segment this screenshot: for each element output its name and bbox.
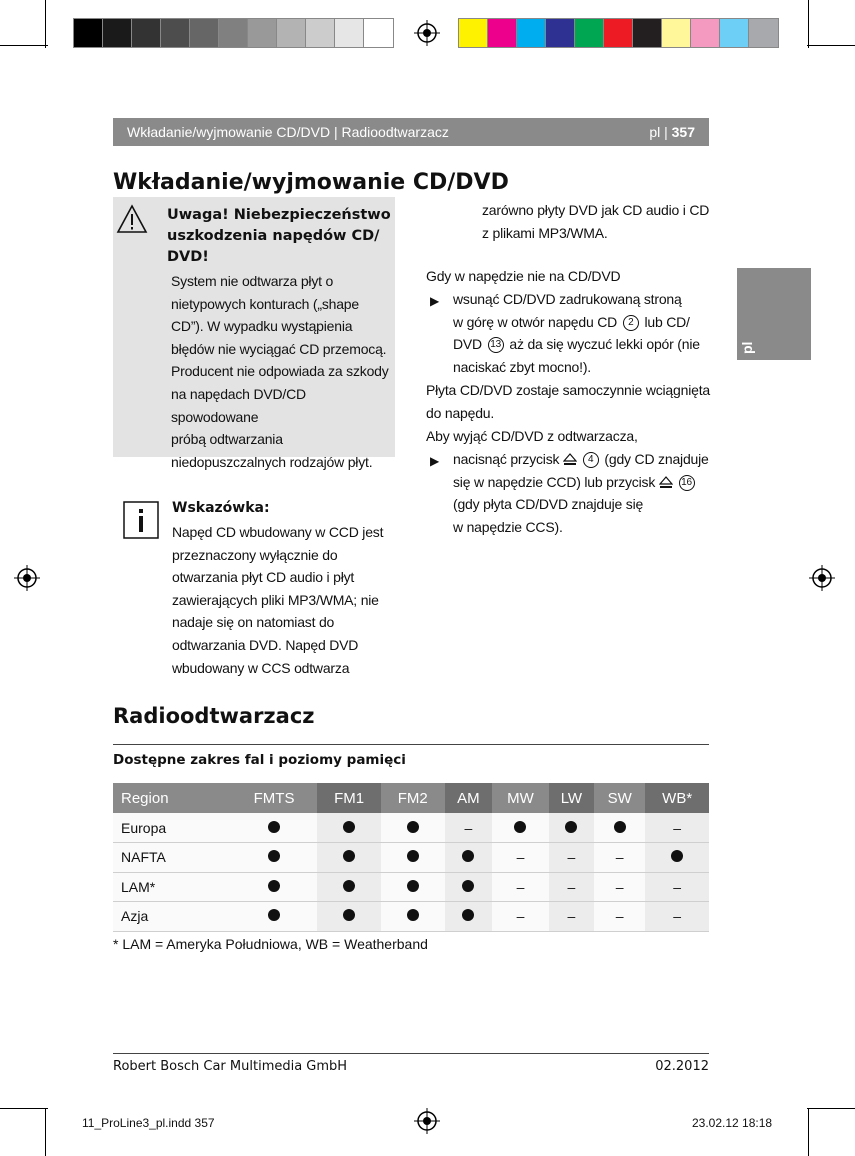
info-icon bbox=[123, 501, 159, 539]
table-row bbox=[113, 813, 709, 843]
band-cell: – bbox=[492, 902, 549, 932]
column-header: LW bbox=[549, 783, 594, 813]
note-text: Napęd CD wbudowany w CCD jest przeznaczony wyłącznie do otwarzania płyt CD audio i płyt zawierających pliki MP3/WMA; nie nadaje się on natomiast do odtwarzania DVD. Napęd DVD wbudowany w CCS odtwarza bbox=[172, 524, 384, 676]
available-dot-icon bbox=[462, 909, 474, 921]
available-dot-icon bbox=[268, 880, 280, 892]
available-dot-icon bbox=[565, 821, 577, 833]
band-cell bbox=[231, 813, 318, 843]
column-header: Region bbox=[113, 783, 231, 813]
color-swatch bbox=[335, 19, 364, 47]
band-cell bbox=[317, 872, 381, 902]
color-swatch bbox=[575, 19, 604, 47]
color-swatch bbox=[488, 19, 517, 47]
callout-number: 2 bbox=[623, 315, 639, 331]
available-dot-icon bbox=[343, 909, 355, 921]
available-dot-icon bbox=[343, 821, 355, 833]
band-cell bbox=[381, 872, 445, 902]
region-cell: LAM* bbox=[113, 872, 231, 902]
insert-step: wsunąć CD/DVD zadrukowaną stroną w górę w otwór napędu CD 2 lub CD/ DVD 13 aż da się wyczuć lekki opór (nie naciskać zbyt mocno!). bbox=[453, 291, 700, 375]
note-continuation: zarówno płyty DVD jak CD audio i CD z plikami MP3/WMA. bbox=[482, 202, 710, 241]
step-bullet-icon: ▶ bbox=[430, 294, 440, 308]
available-dot-icon bbox=[343, 880, 355, 892]
column-header: FM2 bbox=[381, 783, 445, 813]
band-cell bbox=[381, 843, 445, 873]
color-swatch bbox=[161, 19, 190, 47]
color-swatch bbox=[364, 19, 393, 47]
column-header: WB* bbox=[645, 783, 709, 813]
band-cell bbox=[231, 843, 318, 873]
running-header-title: Wkładanie/wyjmowanie CD/DVD | Radioodtwarzacz bbox=[127, 124, 449, 140]
color-swatch bbox=[103, 19, 132, 47]
band-cell bbox=[594, 813, 645, 843]
color-swatch bbox=[633, 19, 662, 47]
section-title: Radioodtwarzacz bbox=[113, 704, 315, 728]
band-cell bbox=[492, 813, 549, 843]
crop-mark bbox=[0, 45, 48, 46]
available-dot-icon bbox=[268, 909, 280, 921]
band-cell bbox=[231, 872, 318, 902]
region-cell: Azja bbox=[113, 902, 231, 932]
band-cell: – bbox=[549, 872, 594, 902]
table-caption: Dostępne zakres fal i poziomy pamięci bbox=[113, 752, 406, 768]
available-dot-icon bbox=[268, 850, 280, 862]
band-cell bbox=[231, 902, 318, 932]
band-cell bbox=[317, 902, 381, 932]
callout-number: 4 bbox=[583, 452, 599, 468]
column-header: SW bbox=[594, 783, 645, 813]
crop-mark bbox=[807, 45, 855, 46]
band-cell bbox=[445, 872, 493, 902]
warning-triangle-icon bbox=[116, 204, 148, 234]
print-timestamp: 23.02.12 18:18 bbox=[692, 1116, 773, 1130]
warning-title: Uwaga! Niebezpieczeństwo uszkodzenia napędów CD/ DVD! bbox=[167, 207, 391, 265]
color-swatch bbox=[277, 19, 306, 47]
divider bbox=[113, 744, 709, 745]
column-header: FM1 bbox=[317, 783, 381, 813]
registration-mark-icon bbox=[414, 20, 440, 46]
available-dot-icon bbox=[462, 880, 474, 892]
color-swatch bbox=[517, 19, 546, 47]
band-cell: – bbox=[445, 813, 493, 843]
color-swatch bbox=[749, 19, 778, 47]
eject-icon bbox=[563, 453, 577, 467]
language-tab: pl bbox=[737, 268, 811, 360]
eject-intro: Aby wyjąć CD/DVD z odtwarzacza, bbox=[426, 428, 638, 444]
band-cell: – bbox=[492, 843, 549, 873]
band-cell bbox=[549, 813, 594, 843]
band-cell bbox=[645, 843, 709, 873]
available-dot-icon bbox=[407, 909, 419, 921]
region-cell: Europa bbox=[113, 813, 231, 843]
publisher: Robert Bosch Car Multimedia GmbH bbox=[113, 1059, 348, 1074]
process-color-bar bbox=[458, 18, 779, 48]
color-swatch bbox=[691, 19, 720, 47]
band-cell bbox=[381, 813, 445, 843]
available-dot-icon bbox=[614, 821, 626, 833]
band-cell: – bbox=[549, 843, 594, 873]
eject-step: nacisnąć przycisk 4 (gdy CD znajduje się w napędzie CCD) lub przycisk 16 (gdy płyta CD/DVD znajduje się w napędzie CCS). bbox=[453, 451, 709, 535]
band-cell: – bbox=[492, 872, 549, 902]
auto-insert-text: Płyta CD/DVD zostaje samoczynnie wciągnięta do napędu. bbox=[426, 382, 710, 421]
table-row bbox=[113, 843, 709, 873]
warning-text: System nie odtwarza płyt o nietypowych konturach („shape CD”). W wypadku wystąpienia błędów nie wyciągać CD przemocą. Producent nie odpowiada za szkody na napędach DVD/CD spowodowane próbą odtwarzania niedopuszczalnych rodzajów płyt. bbox=[171, 273, 389, 470]
band-cell: – bbox=[645, 872, 709, 902]
color-swatch bbox=[546, 19, 575, 47]
band-cell bbox=[317, 813, 381, 843]
color-swatch bbox=[132, 19, 161, 47]
crop-mark bbox=[45, 0, 46, 48]
divider bbox=[113, 1053, 709, 1054]
file-slug: 11_ProLine3_pl.indd 357 bbox=[82, 1116, 215, 1130]
color-swatch bbox=[190, 19, 219, 47]
registration-mark-icon bbox=[414, 1108, 440, 1134]
crop-mark bbox=[0, 1108, 48, 1109]
insert-intro: Gdy w napędzie nie na CD/DVD bbox=[426, 268, 621, 284]
band-cell bbox=[381, 902, 445, 932]
color-swatch bbox=[219, 19, 248, 47]
column-header: MW bbox=[492, 783, 549, 813]
table-footnote: * LAM = Ameryka Południowa, WB = Weatherband bbox=[113, 936, 428, 952]
available-dot-icon bbox=[343, 850, 355, 862]
publication-date: 02.2012 bbox=[655, 1059, 709, 1074]
callout-number: 13 bbox=[488, 337, 504, 353]
page-number: pl | 357 bbox=[649, 124, 695, 140]
color-swatch bbox=[248, 19, 277, 47]
band-cell: – bbox=[594, 843, 645, 873]
crop-mark bbox=[808, 0, 809, 48]
color-swatch bbox=[459, 19, 488, 47]
band-cell: – bbox=[594, 872, 645, 902]
step-bullet-icon: ▶ bbox=[430, 454, 440, 468]
registration-mark-icon bbox=[809, 565, 835, 591]
band-cell bbox=[445, 843, 493, 873]
available-dot-icon bbox=[462, 850, 474, 862]
band-cell: – bbox=[594, 902, 645, 932]
available-dot-icon bbox=[407, 821, 419, 833]
region-cell: NAFTA bbox=[113, 843, 231, 873]
band-cell bbox=[317, 843, 381, 873]
column-header: FMTS bbox=[231, 783, 318, 813]
table-row bbox=[113, 872, 709, 902]
color-swatch bbox=[662, 19, 691, 47]
color-swatch bbox=[604, 19, 633, 47]
crop-mark bbox=[45, 1108, 46, 1156]
running-header bbox=[113, 118, 709, 146]
table-row bbox=[113, 902, 709, 932]
band-cell: – bbox=[645, 902, 709, 932]
registration-mark-icon bbox=[14, 565, 40, 591]
crop-mark bbox=[808, 1108, 809, 1156]
available-dot-icon bbox=[407, 880, 419, 892]
available-dot-icon bbox=[268, 821, 280, 833]
band-cell bbox=[445, 902, 493, 932]
section-title: Wkładanie/wyjmowanie CD/DVD bbox=[113, 170, 509, 195]
eject-icon bbox=[659, 476, 673, 490]
available-dot-icon bbox=[514, 821, 526, 833]
table-header-row bbox=[113, 783, 709, 813]
color-swatch bbox=[720, 19, 749, 47]
column-header: AM bbox=[445, 783, 493, 813]
gray-color-bar bbox=[73, 18, 394, 48]
crop-mark bbox=[807, 1108, 855, 1109]
color-swatch bbox=[306, 19, 335, 47]
note-title: Wskazówka: bbox=[172, 500, 270, 516]
color-swatch bbox=[74, 19, 103, 47]
available-dot-icon bbox=[407, 850, 419, 862]
band-cell: – bbox=[549, 902, 594, 932]
frequency-table bbox=[113, 783, 709, 932]
band-cell: – bbox=[645, 813, 709, 843]
callout-number: 16 bbox=[679, 475, 695, 491]
available-dot-icon bbox=[671, 850, 683, 862]
